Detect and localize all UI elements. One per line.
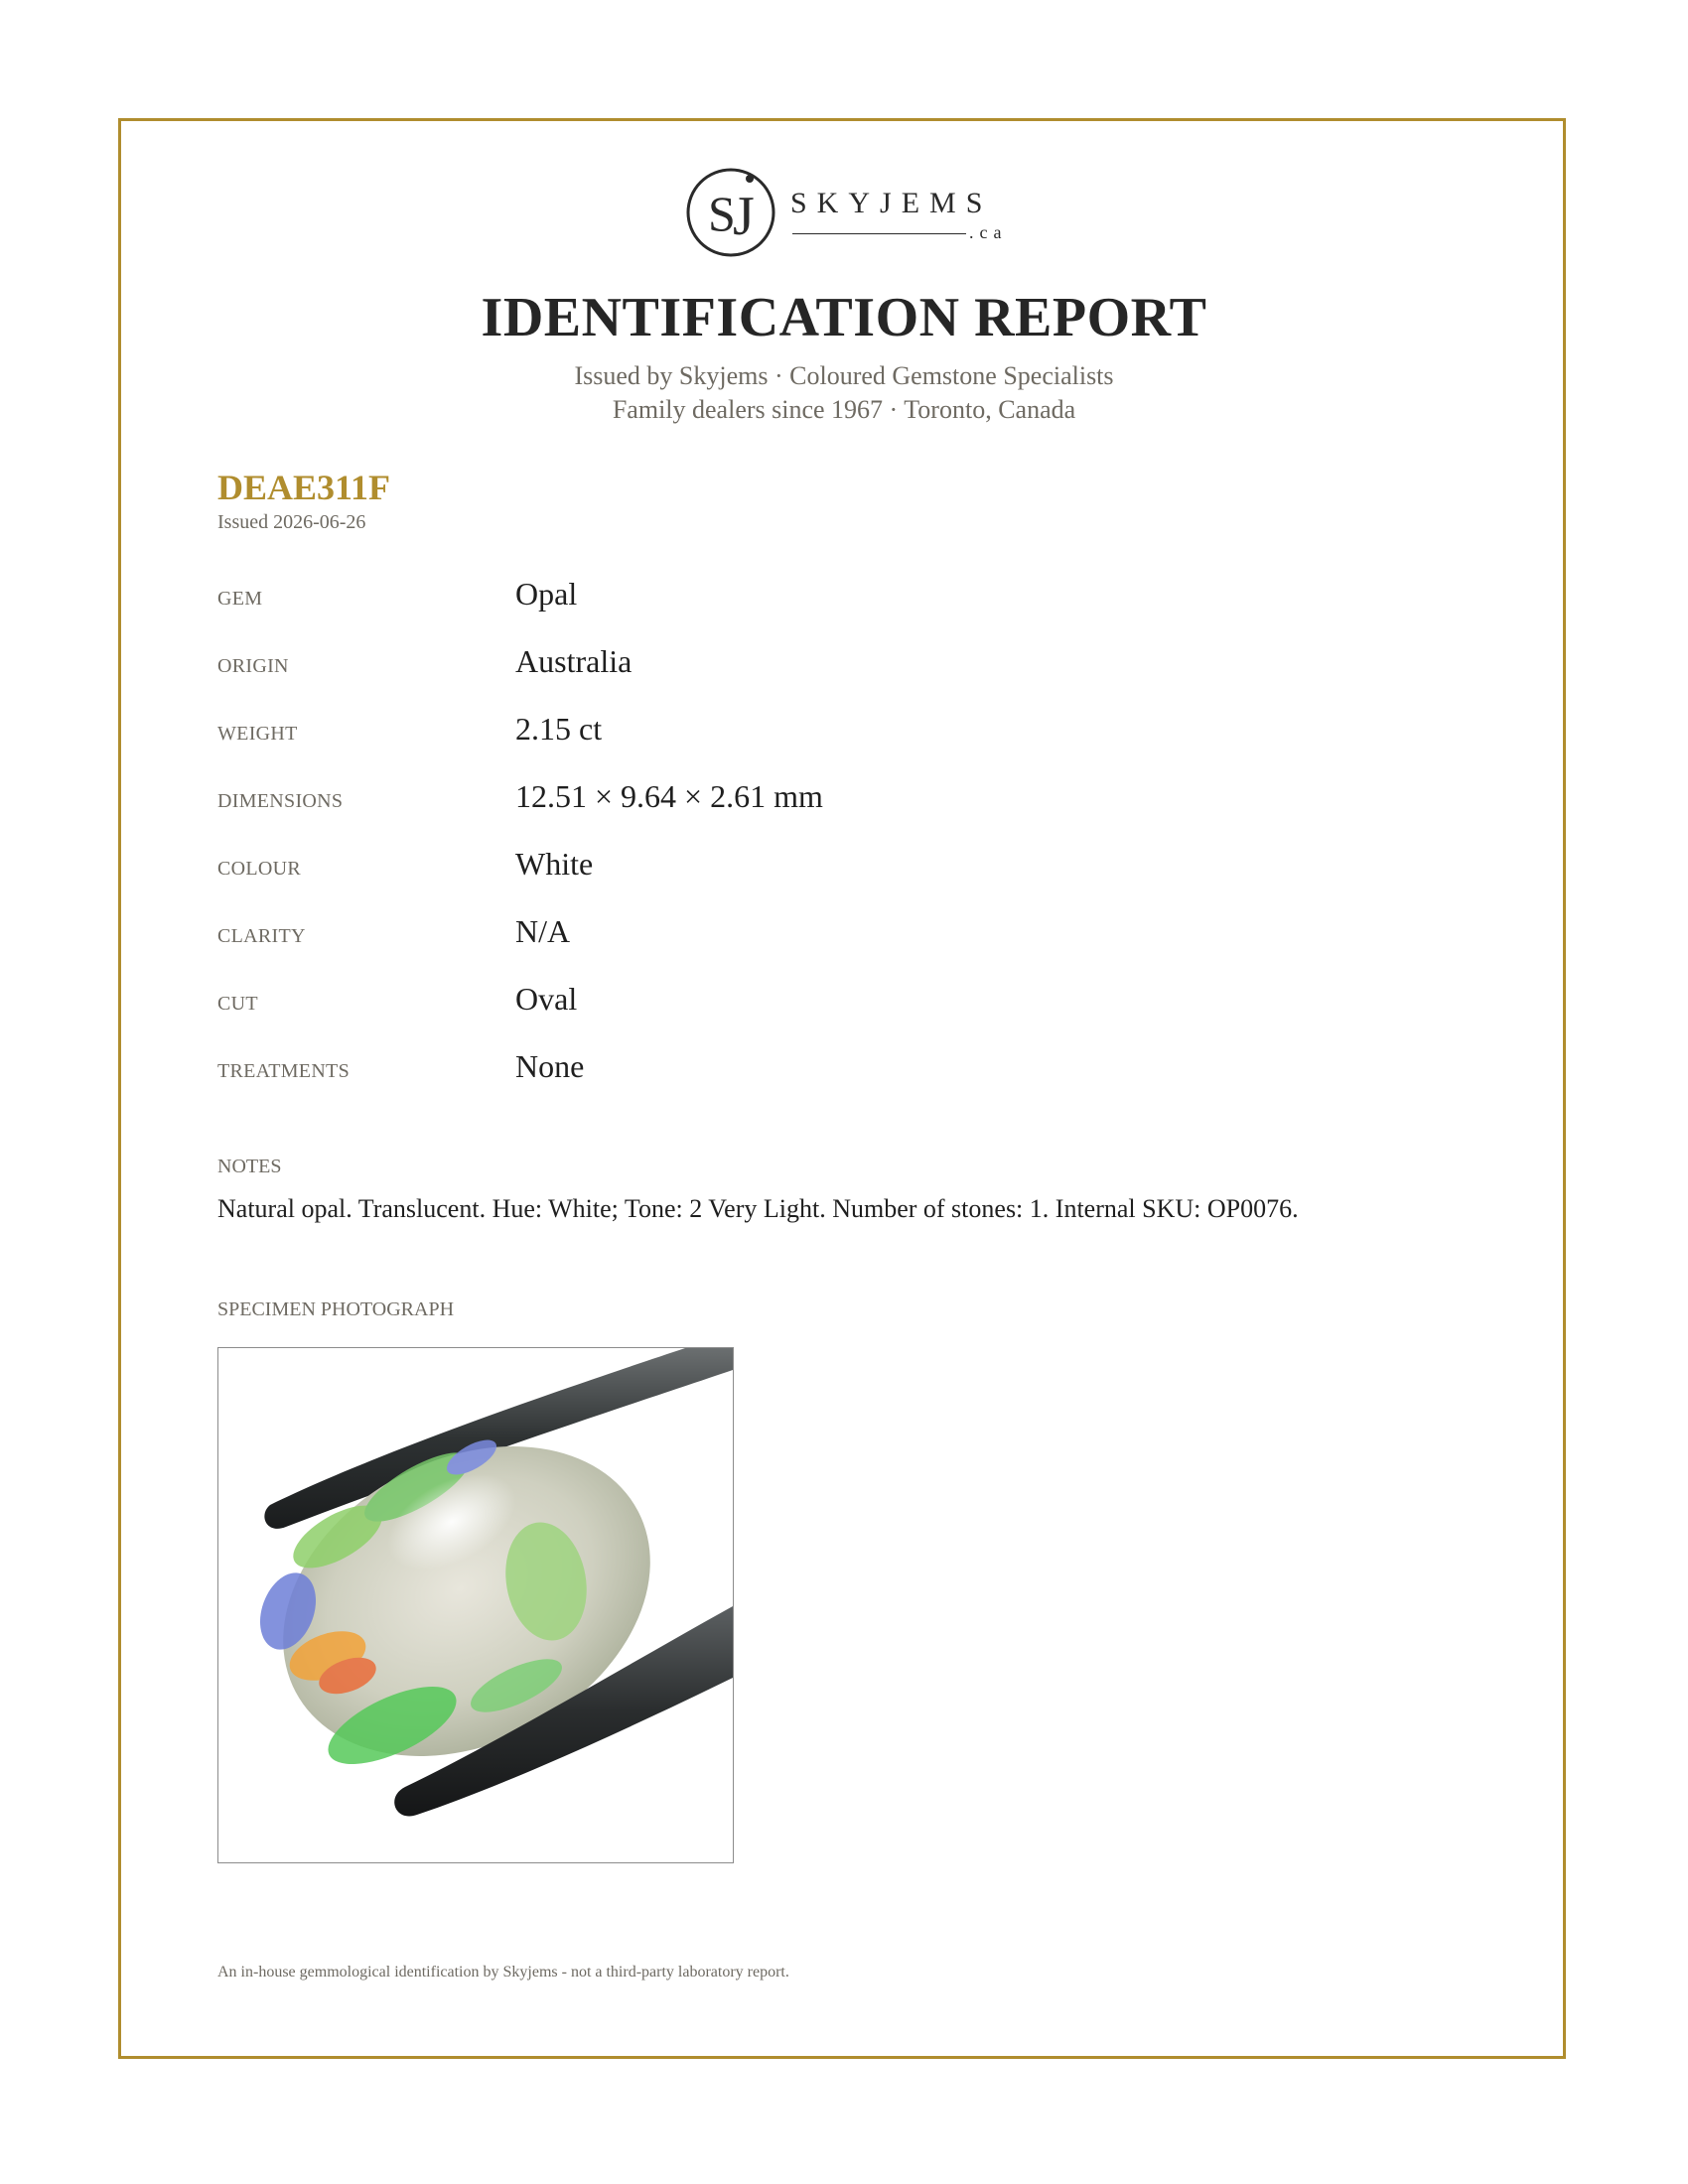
photo-label: SPECIMEN PHOTOGRAPH [217, 1298, 455, 1320]
field-value: White [515, 846, 594, 882]
logo-tld: .ca [969, 222, 1008, 242]
field-label: COLOUR [217, 858, 302, 880]
field-row-gem [217, 572, 1488, 639]
field-row-weight [217, 707, 1488, 774]
gem-details-list [217, 572, 1488, 1112]
svg-text:J: J [733, 186, 755, 247]
sj-monogram-icon [683, 165, 778, 260]
report-title: IDENTIFICATION REPORT [481, 287, 1207, 348]
notes-text: Natural opal. Translucent. Hue: White; Tone: 2 Very Light. Number of stones: 1. Internal SKU: OP0076. [217, 1194, 1299, 1223]
skyjems-logo [683, 165, 1011, 262]
specimen-photograph [217, 1347, 734, 1863]
field-row-clarity [217, 909, 1488, 977]
logo-wordmark: SKYJEMS [790, 187, 993, 219]
svg-text:S: S [708, 186, 736, 241]
field-label: CUT [217, 993, 258, 1015]
report-id: DEAE311F [217, 468, 391, 507]
issued-date: Issued 2026-06-26 [217, 511, 366, 533]
field-label: CLARITY [217, 925, 306, 947]
field-row-origin [217, 639, 1488, 707]
field-value: 12.51 × 9.64 × 2.61 mm [515, 778, 823, 814]
field-label: TREATMENTS [217, 1060, 350, 1082]
field-value: 2.15 ct [515, 711, 603, 747]
notes-label: NOTES [217, 1156, 282, 1177]
field-value: Opal [515, 576, 578, 612]
dealer-subtitle: Family dealers since 1967 · Toronto, Canada [612, 395, 1076, 424]
logo-underline [792, 233, 966, 234]
field-row-colour [217, 842, 1488, 909]
field-label: DIMENSIONS [217, 790, 344, 812]
field-label: WEIGHT [217, 723, 298, 745]
field-row-cut [217, 977, 1488, 1044]
field-row-treatments [217, 1044, 1488, 1112]
disclaimer-footnote: An in-house gemmological identification by Skyjems - not a third-party laboratory report. [217, 1964, 789, 1980]
field-value: Oval [515, 981, 578, 1017]
field-row-dimensions [217, 774, 1488, 842]
field-value: N/A [515, 913, 571, 949]
issuer-subtitle: Issued by Skyjems · Coloured Gemstone Specialists [574, 361, 1114, 390]
opal-in-tweezers-image [218, 1348, 733, 1862]
field-value: None [515, 1048, 585, 1084]
field-value: Australia [515, 643, 633, 679]
field-label: GEM [217, 588, 263, 610]
field-label: ORIGIN [217, 655, 289, 677]
